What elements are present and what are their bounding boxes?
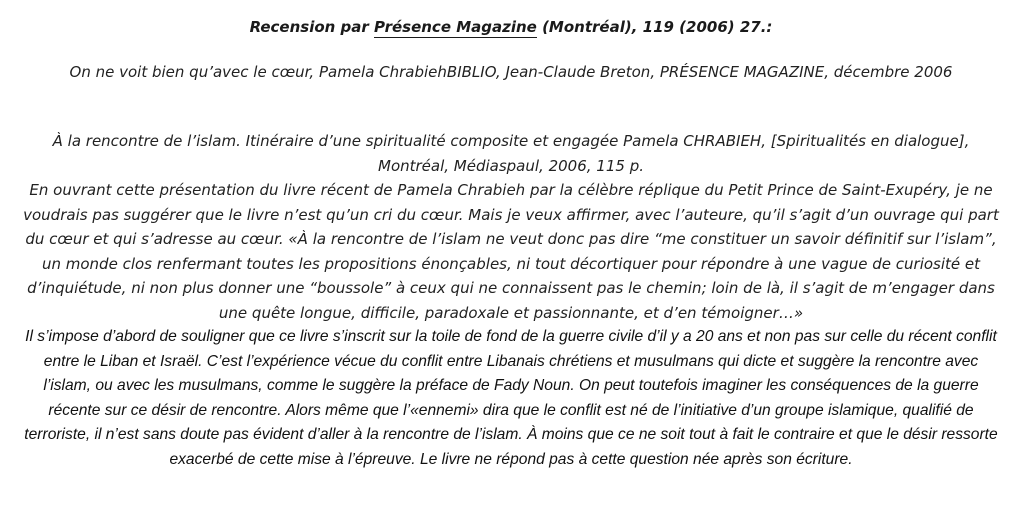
commentary-paragraph: Il s’impose d’abord de souligner que ce livre s’inscrit sur la toile de fond de la guerre civile d’il y a 20 ans et non pas sur celle du récent conflit entre le Liban et Israël. C’est l’expérience vécue du conflit entre Libanais chrétiens et musulmans qui dicte et suggère la rencontre avec l’islam, ou avec les musulmans, comme le suggère la préface de Fady Noun. On peut toutefois imaginer les conséquences de la guerre récente sur ce désir de rencontre. Alors même que l’«ennemi» dira que le conflit est né de l’initiative d’un groupe islamique, qualifié de terroriste, il n’est sans doute pas évident d’aller à la rencontre de l’islam. À moins que ce ne soit tout à fait le contraire et que le désir ressorte exacerbé de cette mise à l’épreuve. Le livre ne répond pas à cette question née après son écriture.: [24, 328, 998, 468]
review-heading: [18, 0, 1004, 38]
intro-paragraph: En ouvrant cette présentation du livre récent de Pamela Chrabieh par la célèbre réplique du Petit Prince de Saint-Exupéry, je ne voudrais pas suggérer que le livre n’est qu’un cri du cœur. Mais je veux affirmer, avec l’auteure, qu’il s’agit d’un ouvrage qui part du cœur et qui s’adresse au cœur. «À la rencontre de l’islam ne veut donc pas dire “me constituer un savoir définitif sur l’islam”, un monde clos renfermant toutes les propositions énonçables, ni tout décortiquer pour répondre à une vague de curiosité et d’inquiétude, ni non plus donner une “boussole” à ceux qui ne connaissent pas le chemin; loin de là, il s’agit de m’engager dans une quête longue, difficile, paradoxale et passionnante, et d’en témoigner…»: [23, 181, 999, 322]
article-subtitle: On ne voit bien qu’avec le cœur, Pamela ChrabiehBIBLIO, Jean-Claude Breton, PRÉSENCE MAGAZINE, décembre 2006: [69, 63, 953, 81]
heading-prefix: Recension par: [249, 18, 375, 36]
heading-suffix: (Montréal), 119 (2006) 27.:: [536, 18, 773, 36]
book-reference: À la rencontre de l’islam. Itinéraire d’une spiritualité composite et engagée Pamela CHRABIEH, [Spiritualités en dialogue], Montréal, Médiaspaul, 2006, 115 p.: [52, 132, 970, 175]
magazine-link[interactable]: Présence Magazine: [374, 18, 537, 36]
